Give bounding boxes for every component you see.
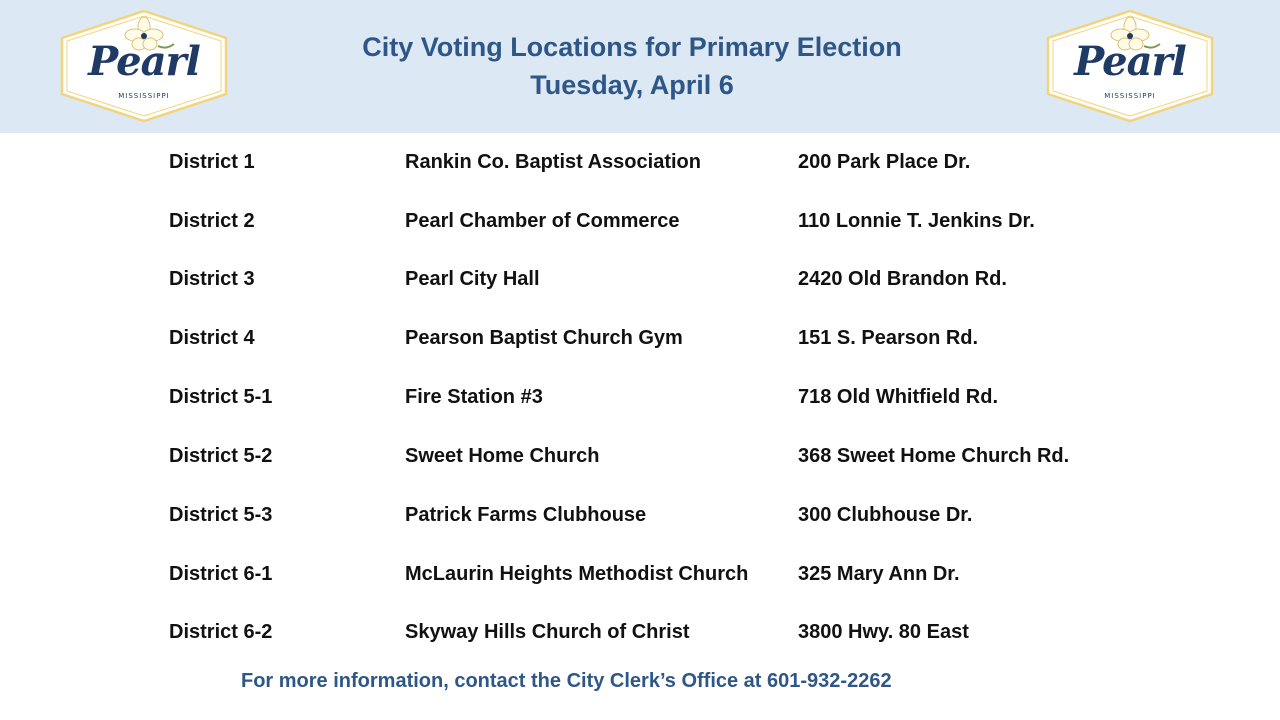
address-cell: 110 Lonnie T. Jenkins Dr. bbox=[798, 210, 1035, 232]
title-line-1: City Voting Locations for Primary Election bbox=[362, 32, 902, 62]
location-cell: Pearson Baptist Church Gym bbox=[405, 327, 683, 349]
location-cell: Pearl Chamber of Commerce bbox=[405, 210, 680, 232]
address-cell: 718 Old Whitfield Rd. bbox=[798, 386, 999, 408]
location-cell: McLaurin Heights Methodist Church bbox=[405, 563, 749, 585]
table-row bbox=[0, 604, 1280, 663]
district-cell: District 1 bbox=[169, 151, 255, 173]
table-row bbox=[0, 193, 1280, 252]
district-cell: District 6-1 bbox=[169, 563, 273, 585]
logo-subtitle: MISSISSIPPI bbox=[1104, 92, 1156, 100]
address-cell: 2420 Old Brandon Rd. bbox=[798, 268, 1007, 290]
contact-footer: For more information, contact the City Clerk’s Office at 601-932-2262 bbox=[241, 670, 892, 692]
logo-wordmark: Pearl bbox=[1074, 38, 1186, 85]
pearl-logo-right bbox=[1044, 8, 1216, 124]
district-cell: District 5-1 bbox=[169, 386, 273, 408]
address-cell: 300 Clubhouse Dr. bbox=[798, 504, 973, 526]
table-row bbox=[0, 134, 1280, 193]
address-cell: 3800 Hwy. 80 East bbox=[798, 621, 969, 643]
location-cell: Rankin Co. Baptist Association bbox=[405, 151, 701, 173]
location-cell: Skyway Hills Church of Christ bbox=[405, 621, 690, 643]
district-cell: District 6-2 bbox=[169, 621, 273, 643]
district-cell: District 4 bbox=[169, 327, 255, 349]
table-row bbox=[0, 428, 1280, 487]
table-row bbox=[0, 251, 1280, 310]
district-cell: District 2 bbox=[169, 210, 255, 232]
location-cell: Sweet Home Church bbox=[405, 445, 600, 467]
logo-subtitle: MISSISSIPPI bbox=[118, 92, 170, 100]
district-cell: District 3 bbox=[169, 268, 255, 290]
district-cell: District 5-3 bbox=[169, 504, 273, 526]
title-line-2: Tuesday, April 6 bbox=[530, 70, 734, 100]
table-row bbox=[0, 487, 1280, 546]
district-cell: District 5-2 bbox=[169, 445, 273, 467]
table-row bbox=[0, 546, 1280, 605]
address-cell: 368 Sweet Home Church Rd. bbox=[798, 445, 1070, 467]
logo-wordmark: Pearl bbox=[88, 38, 200, 85]
table-row bbox=[0, 310, 1280, 369]
location-cell: Patrick Farms Clubhouse bbox=[405, 504, 647, 526]
header-banner bbox=[0, 0, 1280, 133]
address-cell: 151 S. Pearson Rd. bbox=[798, 327, 979, 349]
location-cell: Fire Station #3 bbox=[405, 386, 543, 408]
location-cell: Pearl City Hall bbox=[405, 268, 540, 290]
address-cell: 325 Mary Ann Dr. bbox=[798, 563, 960, 585]
address-cell: 200 Park Place Dr. bbox=[798, 151, 971, 173]
table-row bbox=[0, 369, 1280, 428]
